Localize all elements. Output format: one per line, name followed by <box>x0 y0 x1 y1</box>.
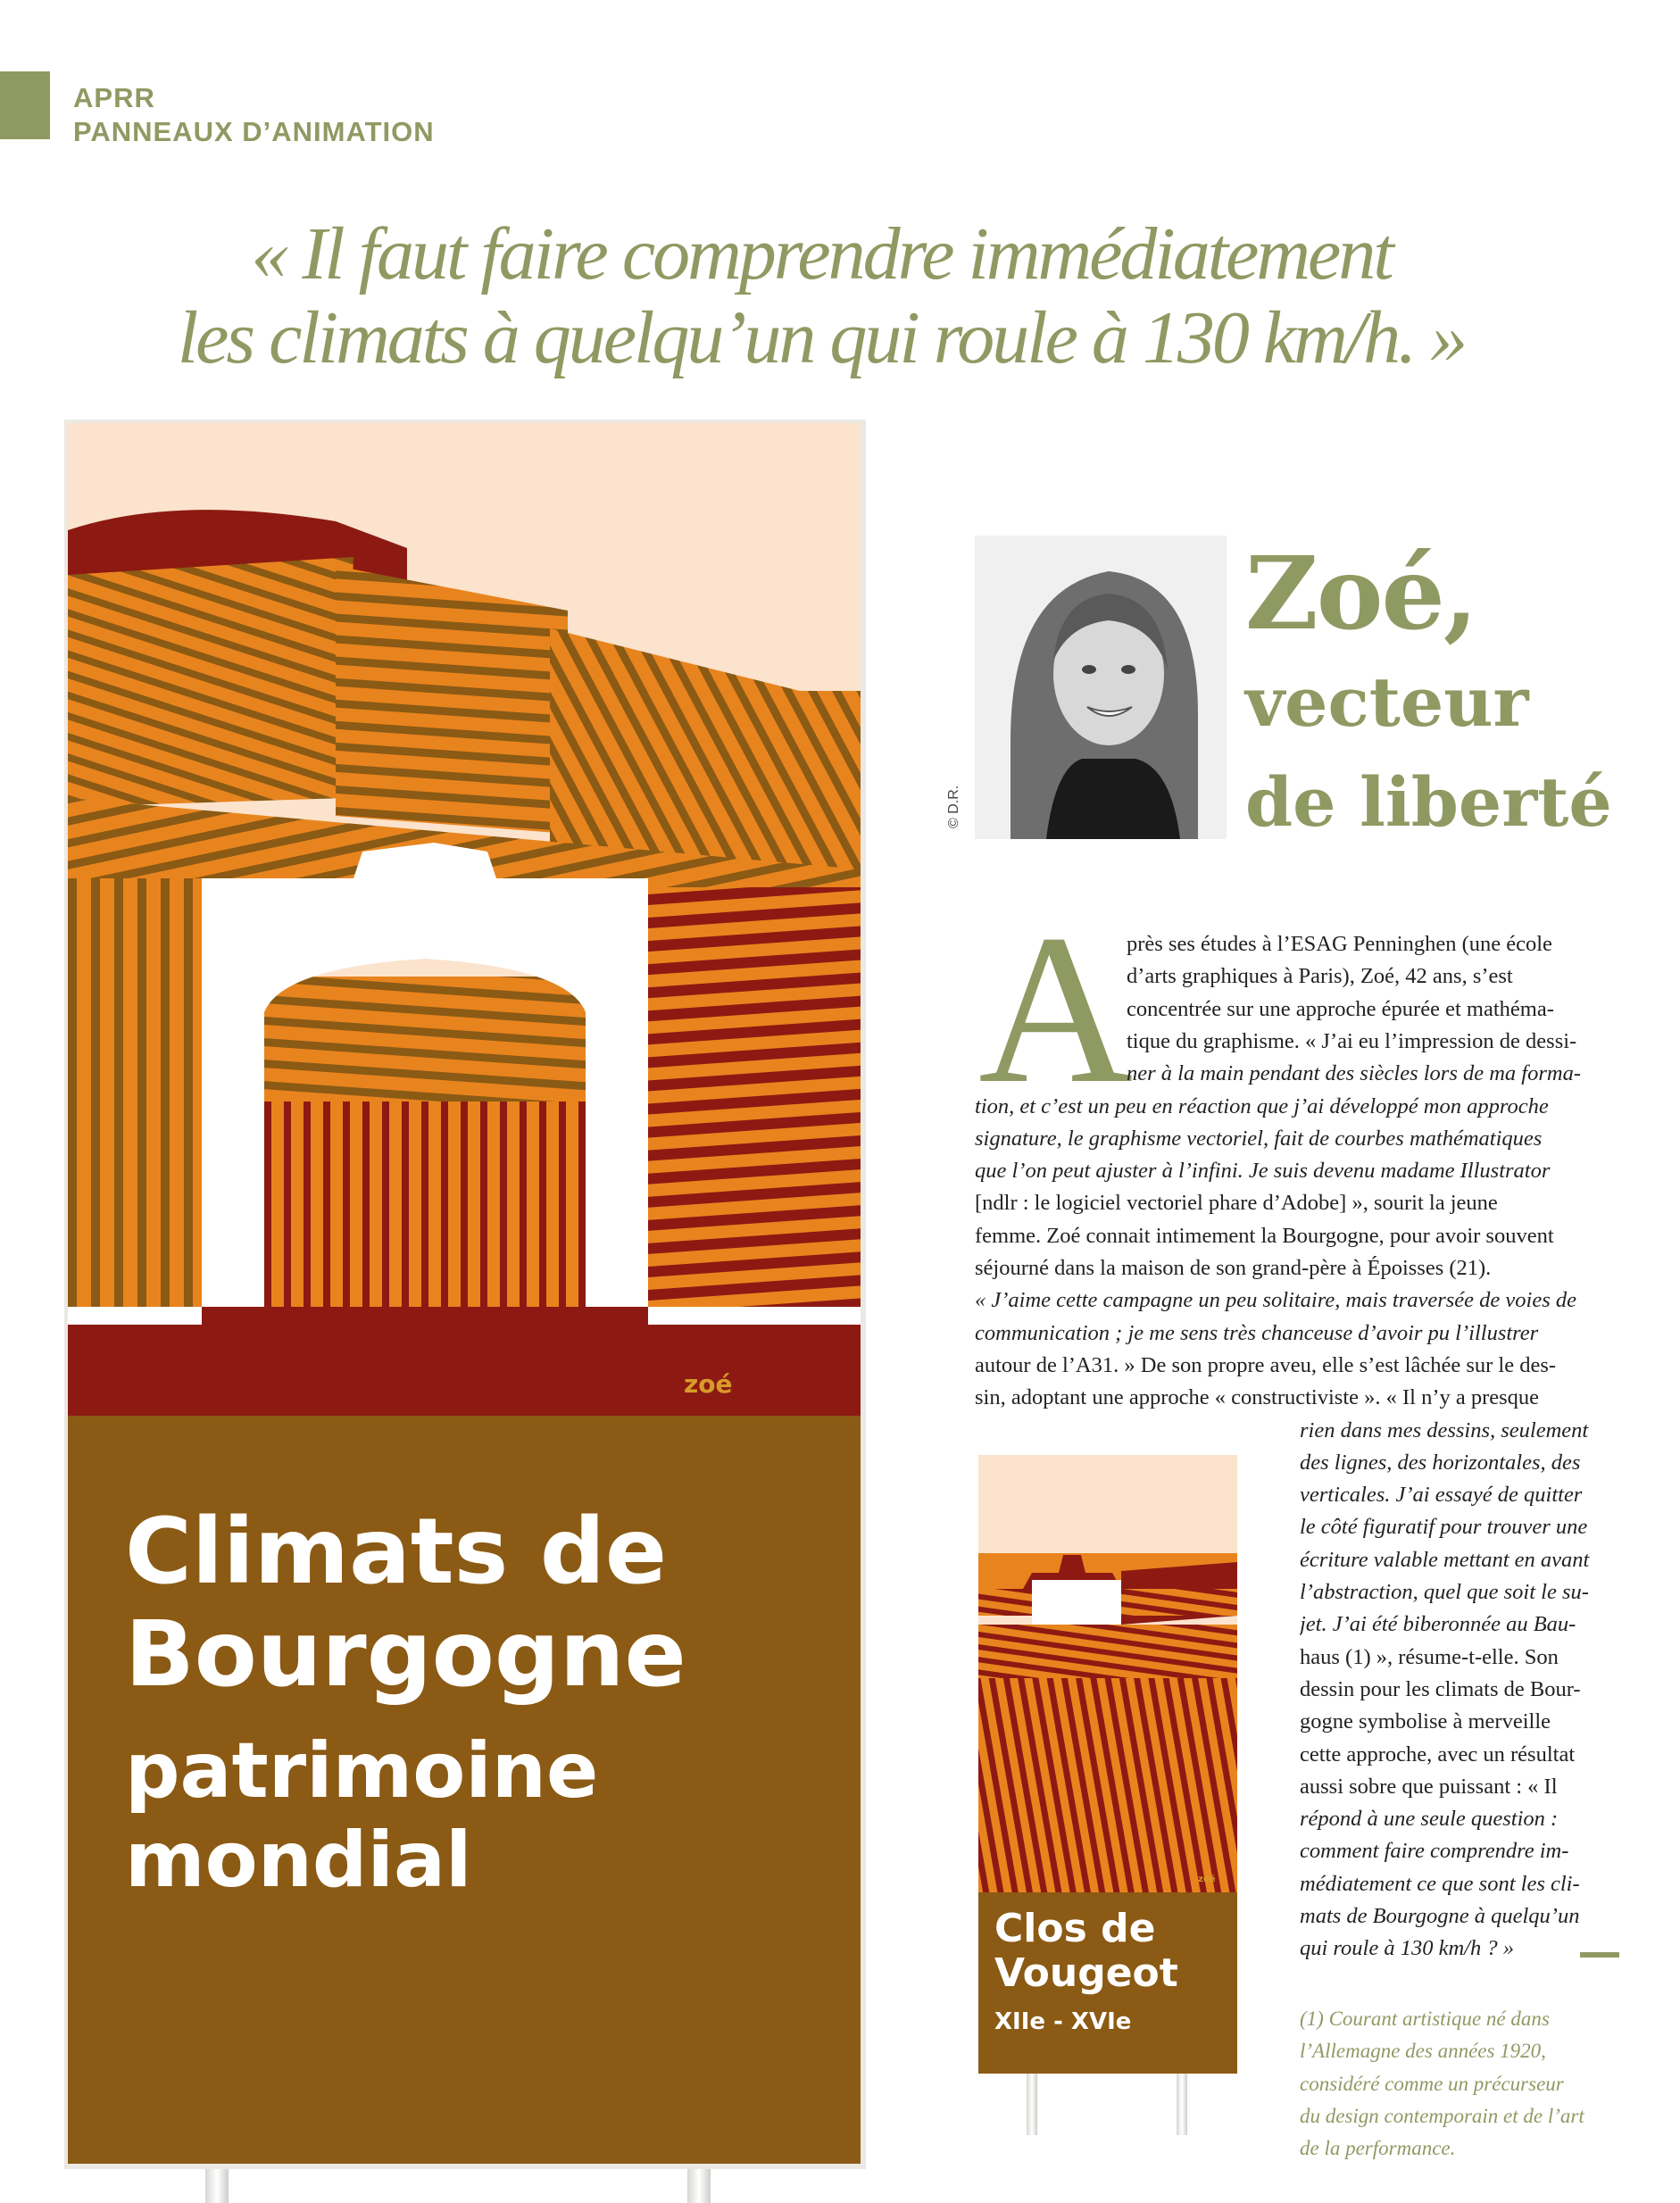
article-line: près ses études à l’ESAG Penninghen (une école <box>1127 932 1552 956</box>
section-tab <box>0 71 50 139</box>
small-sign-title-line-1: Clos de <box>994 1906 1156 1951</box>
article-line: comment faire comprendre im- <box>1300 1839 1569 1864</box>
article-line: signature, le graphisme vectoriel, fait de courbes mathématiques <box>975 1126 1543 1151</box>
footnote-line: considéré comme un précurseur <box>1300 2072 1564 2095</box>
portrait-photo <box>975 536 1227 839</box>
article-line: autour de l’A31. » De son propre aveu, elle s’est lâchée sur le des- <box>975 1352 1557 1377</box>
portrait-illustration <box>975 536 1227 839</box>
small-sign-title-line-2: Vougeot <box>994 1950 1178 1996</box>
article-line: le côté figuratif pour trouver une <box>1300 1515 1588 1540</box>
footnote-line: (1) Courant artistique né dans <box>1300 2008 1550 2030</box>
pull-quote-line-2: les climats à quelqu’un qui roule à 130 km/h. » <box>177 296 1466 379</box>
article-line: dessin pour les climats de Bour- <box>1300 1676 1581 1701</box>
article-end-mark <box>1580 1952 1619 1958</box>
sign-subtitle-line-1: patrimoine <box>125 1726 599 1816</box>
article-line: ner à la main pendant des siècles lors de ma forma- <box>1127 1061 1581 1086</box>
article-line: séjourné dans la maison de son grand-père à Époisses (21). <box>975 1256 1492 1280</box>
article-line: répond à une seule question : <box>1300 1807 1559 1832</box>
article-line: rien dans mes dessins, seulement <box>1300 1417 1589 1442</box>
drop-cap: A <box>978 890 1134 1127</box>
article-line: tique du graphisme. « J’ai eu l’impression de dessi- <box>1127 1028 1577 1053</box>
headline-line-3: de liberté <box>1245 762 1612 842</box>
article-line: qui roule à 130 km/h ? » <box>1300 1936 1514 1961</box>
article-line: que l’on peut ajuster à l’infini. Je suis devenu madame Illustrator <box>975 1159 1551 1184</box>
headline-line-2: vecteur <box>1245 662 1529 742</box>
footnote-line: l’Allemagne des années 1920, <box>1300 2040 1546 2063</box>
small-sign-signature: zoé <box>1198 1875 1216 1884</box>
small-sign-post-right <box>1177 2071 1187 2135</box>
article-line: d’arts graphiques à Paris), Zoé, 42 ans, s’est <box>1127 964 1513 989</box>
small-sign-post-left <box>1027 2071 1037 2135</box>
article-line: femme. Zoé connait intimement la Bourgogne, pour avoir souvent <box>975 1223 1554 1248</box>
article-line: communication ; je me sens très chanceuse d’avoir pu l’illustrer <box>975 1320 1539 1345</box>
article-line: jet. J’ai été biberonnée au Bau- <box>1300 1612 1576 1637</box>
pull-quote <box>107 212 1535 380</box>
article-line: écriture valable mettant en avant <box>1300 1547 1590 1572</box>
article-line: gogne symbolise à merveille <box>1300 1709 1551 1734</box>
artist-signature: zoé <box>684 1369 733 1399</box>
article-line: [ndlr : le logiciel vectoriel phare d’Adobe] », sourit la jeune <box>975 1191 1498 1216</box>
climats-sign-illustration <box>68 423 861 2164</box>
article-line: tion, et c’est un peu en réaction que j’ai développé mon approche <box>975 1093 1549 1118</box>
sign-title-line-1: Climats de <box>125 1499 668 1605</box>
headline-name: Zoé, <box>1245 536 1476 653</box>
sign-title-line-2: Bourgogne <box>125 1601 686 1708</box>
sign-post-right <box>687 2164 711 2203</box>
article-line: aussi sobre que puissant : « Il <box>1300 1774 1558 1799</box>
article-line: médiatement ce que sont les cli- <box>1300 1871 1580 1896</box>
article-line: cette approche, avec un résultat <box>1300 1742 1576 1767</box>
footnote-line: de la performance. <box>1300 2137 1456 2160</box>
small-sign-dates: XIIe - XVIe <box>994 2008 1132 2035</box>
footnote-line: du design contemporain et de l’art <box>1300 2104 1584 2127</box>
article-line: l’abstraction, quel que soit le su- <box>1300 1580 1589 1604</box>
photo-credit: © D.R. <box>946 785 961 828</box>
pull-quote-line-1: « Il faut faire comprendre immédiatement <box>251 212 1392 295</box>
article-line: des lignes, des horizontales, des <box>1300 1450 1581 1475</box>
kicker-brand: APRR <box>73 82 155 113</box>
article-line: verticales. J’ai essayé de quitter <box>1300 1483 1583 1508</box>
kicker-section: PANNEAUX D’ANIMATION <box>73 116 435 147</box>
clos-vougeot-sign <box>978 1455 1237 2074</box>
article-line: haus (1) », résume-t-elle. Son <box>1300 1644 1559 1669</box>
article-line: concentrée sur une approche épurée et mathéma- <box>1127 996 1554 1021</box>
article-line: sin, adoptant une approche « constructiviste ». « Il n’y a presque <box>975 1385 1540 1410</box>
article-line: mats de Bourgogne à quelqu’un <box>1300 1904 1580 1928</box>
article-line: « J’aime cette campagne un peu solitaire, mais traversée de voies de <box>975 1288 1577 1313</box>
sign-post-left <box>205 2164 229 2203</box>
sign-subtitle-line-2: mondial <box>125 1816 472 1905</box>
